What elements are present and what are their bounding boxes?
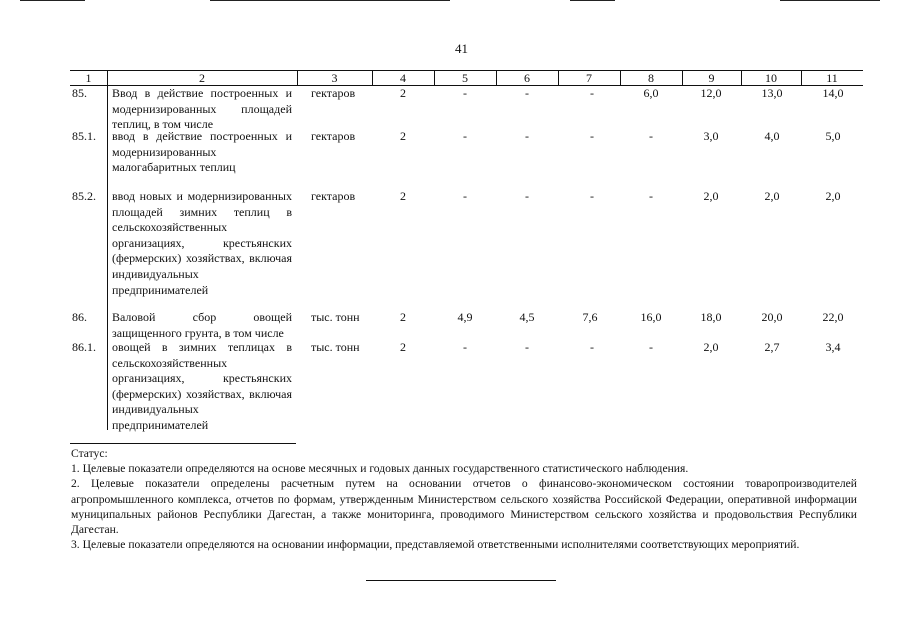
row-value: 16,0	[640, 310, 662, 324]
page-number: 41	[455, 41, 468, 56]
header-cell: 1	[85, 71, 92, 85]
row-value: 7,6	[582, 310, 598, 324]
row-value: -	[525, 129, 529, 143]
top-rule-left	[20, 0, 85, 1]
status-notes	[71, 446, 857, 552]
row-number: 85.1.	[72, 129, 96, 143]
row-value: 4,9	[457, 310, 473, 324]
row-value: 2	[400, 129, 406, 143]
row-number: 85.2.	[72, 189, 96, 203]
end-rule	[366, 580, 556, 581]
header-cell: 10	[765, 71, 777, 85]
header-cell: 6	[524, 71, 530, 85]
row-value: 3,0	[703, 129, 719, 143]
header-cell: 5	[462, 71, 468, 85]
header-cell: 4	[400, 71, 406, 85]
row-description: овощей в зимних теплицах в сельскохозяйственных организациях, крестьянских (фермерских) хозяйствах, включая индивидуальных предпринимателей	[112, 340, 292, 432]
row-unit: тыс. тонн	[311, 340, 360, 354]
row-value: 6,0	[643, 86, 659, 100]
row-value: -	[649, 189, 653, 203]
row-value: 2	[400, 86, 406, 100]
header-cell: 2	[199, 71, 205, 85]
row-value: -	[590, 340, 594, 354]
row-unit: гектаров	[311, 129, 356, 143]
row-value: 18,0	[700, 310, 722, 324]
row-value: -	[590, 86, 594, 100]
row-value: 2,0	[825, 189, 841, 203]
row-number: 86.1.	[72, 340, 96, 354]
row-value: 2	[400, 189, 406, 203]
row-value: 2	[400, 310, 406, 324]
row-value: 2,7	[764, 340, 780, 354]
row-value: -	[525, 189, 529, 203]
row-value: 5,0	[825, 129, 841, 143]
table-column-separator	[107, 70, 108, 430]
status-note: 2. Целевые показатели определены расчетным путем на основании отчетов о финансово-экономическом состоянии товаропроизводителей агропромышленного комплекса, отчетов по формам, утвержденным Министерством сельского хозяйства Российской Федерации, оперативной информации муниципальных районов Республики Дагестан, а также мониторинга, проводимого Министерством сельского хозяйства и продовольствия Республики Дагестан.	[71, 477, 857, 537]
row-number: 86.	[72, 310, 87, 324]
status-note: 3. Целевые показатели определяются на основании информации, представляемой ответственными исполнителями соответствующих мероприятий.	[71, 538, 800, 552]
row-unit: тыс. тонн	[311, 310, 360, 324]
row-value: -	[649, 340, 653, 354]
top-rule-far-right	[780, 0, 880, 1]
row-description: ввод в действие построенных и модернизированных малогабаритных теплиц	[112, 129, 292, 175]
row-value: -	[649, 129, 653, 143]
row-value: 2,0	[703, 189, 719, 203]
row-value: 22,0	[822, 310, 844, 324]
row-unit: гектаров	[311, 86, 356, 100]
row-value: 14,0	[822, 86, 844, 100]
top-rule-mid	[210, 0, 450, 1]
row-value: 2,0	[703, 340, 719, 354]
row-value: -	[463, 340, 467, 354]
status-label: Статус:	[71, 447, 108, 460]
row-value: -	[525, 86, 529, 100]
row-value: -	[463, 189, 467, 203]
row-value: 12,0	[700, 86, 722, 100]
header-cell: 9	[708, 71, 715, 85]
row-value: -	[590, 189, 594, 203]
row-unit: гектаров	[311, 189, 356, 203]
row-value: 2,0	[764, 189, 780, 203]
header-cell: 7	[586, 71, 592, 85]
row-value: 3,4	[825, 340, 841, 354]
row-value: -	[590, 129, 594, 143]
row-value: 4,5	[519, 310, 535, 324]
status-note: 1. Целевые показатели определяются на основе месячных и годовых данных государственного статистического наблюдения.	[71, 462, 689, 476]
row-value: -	[525, 340, 529, 354]
row-value: 13,0	[761, 86, 783, 100]
row-value: 2	[400, 340, 406, 354]
row-value: 4,0	[764, 129, 780, 143]
header-cell: 8	[648, 71, 654, 85]
header-cell: 11	[826, 71, 838, 85]
row-description: ввод новых и модернизированных площадей зимних теплиц в сельскохозяйственных организациях, крестьянских (фермерских) хозяйствах, включая индивидуальных предпринимателей	[112, 189, 292, 297]
header-cell: 3	[331, 71, 338, 85]
row-description: Ввод в действие построенных и модернизированных площадей теплиц, в том числе	[112, 86, 292, 132]
row-value: 20,0	[761, 310, 783, 324]
row-value: -	[463, 86, 467, 100]
top-rule-right	[570, 0, 615, 1]
row-value: -	[463, 129, 467, 143]
row-number: 85.	[72, 86, 87, 100]
footnote-rule	[70, 443, 296, 444]
row-description: Валовой сбор овощей защищенного грунта, в том числе	[112, 310, 292, 340]
